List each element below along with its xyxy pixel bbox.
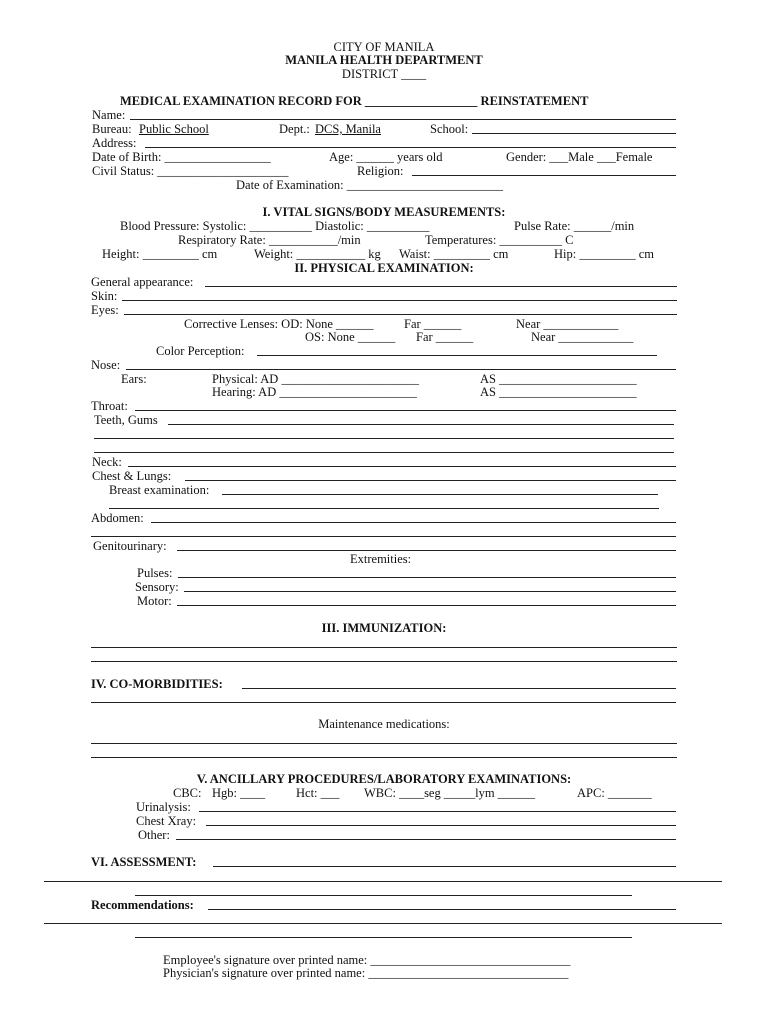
pulses-label: Pulses: [137, 566, 173, 580]
assessment-field-2[interactable] [44, 881, 722, 882]
immunization-field-2[interactable] [91, 661, 677, 662]
teeth-gums-field[interactable] [168, 424, 674, 425]
far-od-label[interactable]: Far ______ [404, 317, 462, 331]
motor-field[interactable] [177, 605, 676, 606]
genitourinary-field[interactable] [177, 550, 676, 551]
neck-field[interactable] [128, 466, 676, 467]
nose-label: Nose: [91, 358, 121, 372]
ears-label: Ears: [121, 372, 147, 386]
recommendations-field[interactable] [208, 909, 676, 910]
breast-exam-field-2[interactable] [109, 508, 659, 509]
urinalysis-label: Urinalysis: [136, 800, 191, 814]
eyes-label: Eyes: [91, 303, 119, 317]
near-os-label[interactable]: Near ____________ [531, 330, 634, 344]
name-field[interactable] [130, 119, 676, 120]
chest-xray-field[interactable] [206, 825, 676, 826]
address-field[interactable] [145, 147, 676, 148]
comorbidities-field-2[interactable] [91, 702, 676, 703]
teeth-gums-label: Teeth, Gums [94, 413, 158, 427]
teeth-gums-field-2[interactable] [94, 438, 674, 439]
throat-field[interactable] [135, 410, 676, 411]
height-label[interactable]: Height: _________ cm [102, 247, 218, 261]
school-label: School: [430, 122, 469, 136]
dob-label[interactable]: Date of Birth: _________________ [92, 150, 271, 164]
breast-exam-field[interactable] [222, 494, 658, 495]
dept-label: Dept.: [279, 122, 310, 136]
general-appearance-field[interactable] [205, 286, 677, 287]
blood-pressure-label[interactable]: Blood Pressure: Systolic: __________ Diastolic: __________ [120, 219, 430, 233]
hip-label[interactable]: Hip: _________ cm [554, 247, 654, 261]
immunization-heading: III. IMMUNIZATION: [321, 621, 447, 635]
recommendations-label: Recommendations: [91, 898, 194, 912]
breast-exam-label: Breast examination: [109, 483, 210, 497]
temperature-label[interactable]: Temperatures: __________ C [425, 233, 574, 247]
record-title: MEDICAL EXAMINATION RECORD FOR __________________ REINSTATEMENT [120, 94, 589, 108]
employee-signature-label[interactable]: Employee's signature over printed name: ________________________________ [163, 953, 571, 967]
vitals-heading: I. VITAL SIGNS/BODY MEASUREMENTS: [262, 205, 506, 219]
color-perception-field[interactable] [257, 355, 657, 356]
urinalysis-field[interactable] [199, 811, 676, 812]
far-os-label[interactable]: Far ______ [416, 330, 474, 344]
hearing-as-label[interactable]: AS ______________________ [480, 385, 637, 399]
comorbidities-field[interactable] [242, 688, 676, 689]
lenses-os-label[interactable]: OS: None ______ [305, 330, 396, 344]
bureau-label: Bureau: [92, 122, 132, 136]
genitourinary-label: Genitourinary: [93, 539, 167, 553]
respiratory-rate-label[interactable]: Respiratory Rate: ___________/min [178, 233, 361, 247]
physician-signature-label[interactable]: Physician's signature over printed name: ________________________________ [163, 966, 569, 980]
ancillary-heading: V. ANCILLARY PROCEDURES/LABORATORY EXAMINATIONS: [196, 772, 572, 786]
address-label: Address: [92, 136, 137, 150]
apc-label[interactable]: APC: _______ [577, 786, 652, 800]
recommendations-field-2[interactable] [44, 923, 722, 924]
comorbidities-heading: IV. CO-MORBIDITIES: [91, 677, 223, 691]
department-title: MANILA HEALTH DEPARTMENT [285, 53, 483, 67]
physical-as-label[interactable]: AS ______________________ [480, 372, 637, 386]
cbc-label: CBC: [173, 786, 202, 800]
assessment-heading: VI. ASSESSMENT: [91, 855, 197, 869]
sensory-field[interactable] [184, 591, 676, 592]
bureau-value: Public School [139, 122, 209, 136]
immunization-field[interactable] [91, 647, 677, 648]
name-label: Name: [92, 108, 126, 122]
civil-status-label[interactable]: Civil Status: _____________________ [92, 164, 289, 178]
maintenance-medications-label: Maintenance medications: [318, 717, 450, 731]
abdomen-field-2[interactable] [91, 536, 676, 537]
hct-label[interactable]: Hct: ___ [296, 786, 340, 800]
dept-value: DCS, Manila [315, 122, 381, 136]
eyes-field[interactable] [124, 314, 677, 315]
throat-label: Throat: [91, 399, 128, 413]
hgb-label[interactable]: Hgb: ____ [212, 786, 266, 800]
school-field[interactable] [472, 133, 676, 134]
near-od-label[interactable]: Near ____________ [516, 317, 619, 331]
abdomen-field[interactable] [151, 522, 676, 523]
abdomen-label: Abdomen: [91, 511, 144, 525]
other-label: Other: [138, 828, 170, 842]
date-exam-label[interactable]: Date of Examination: _________________________ [236, 178, 503, 192]
maintenance-field-2[interactable] [91, 757, 677, 758]
assessment-field[interactable] [213, 866, 676, 867]
wbc-label[interactable]: WBC: ____seg _____lym ______ [364, 786, 536, 800]
chest-lungs-field[interactable] [185, 480, 676, 481]
teeth-gums-field-3[interactable] [94, 452, 674, 453]
neck-label: Neck: [92, 455, 122, 469]
nose-field[interactable] [126, 369, 676, 370]
general-appearance-label: General appearance: [91, 275, 194, 289]
skin-label: Skin: [91, 289, 118, 303]
chest-lungs-label: Chest & Lungs: [92, 469, 172, 483]
hearing-ad-label[interactable]: Hearing: AD ______________________ [212, 385, 417, 399]
pulse-rate-label[interactable]: Pulse Rate: ______/min [514, 219, 635, 233]
district-line: DISTRICT ____ [341, 67, 427, 81]
other-field[interactable] [176, 839, 676, 840]
recommendations-field-3[interactable] [135, 937, 632, 938]
chest-xray-label: Chest Xray: [136, 814, 197, 828]
extremities-label: Extremities: [350, 552, 412, 566]
pulses-field[interactable] [178, 577, 676, 578]
religion-field[interactable] [412, 175, 676, 176]
color-perception-label: Color Perception: [156, 344, 245, 358]
gender-label[interactable]: Gender: ___Male ___Female [506, 150, 653, 164]
lenses-od-label[interactable]: Corrective Lenses: OD: None ______ [184, 317, 374, 331]
city-title: CITY OF MANILA [333, 40, 435, 54]
motor-label: Motor: [137, 594, 172, 608]
physical-heading: II. PHYSICAL EXAMINATION: [294, 261, 474, 275]
assessment-field-3[interactable] [135, 895, 632, 896]
religion-label: Religion: [357, 164, 404, 178]
sensory-label: Sensory: [135, 580, 179, 594]
age-label[interactable]: Age: ______ years old [329, 150, 443, 164]
waist-label[interactable]: Waist: _________ cm [399, 247, 509, 261]
maintenance-field[interactable] [91, 743, 677, 744]
weight-label[interactable]: Weight: ___________ kg [254, 247, 381, 261]
skin-field[interactable] [122, 300, 677, 301]
physical-ad-label[interactable]: Physical: AD ______________________ [212, 372, 419, 386]
